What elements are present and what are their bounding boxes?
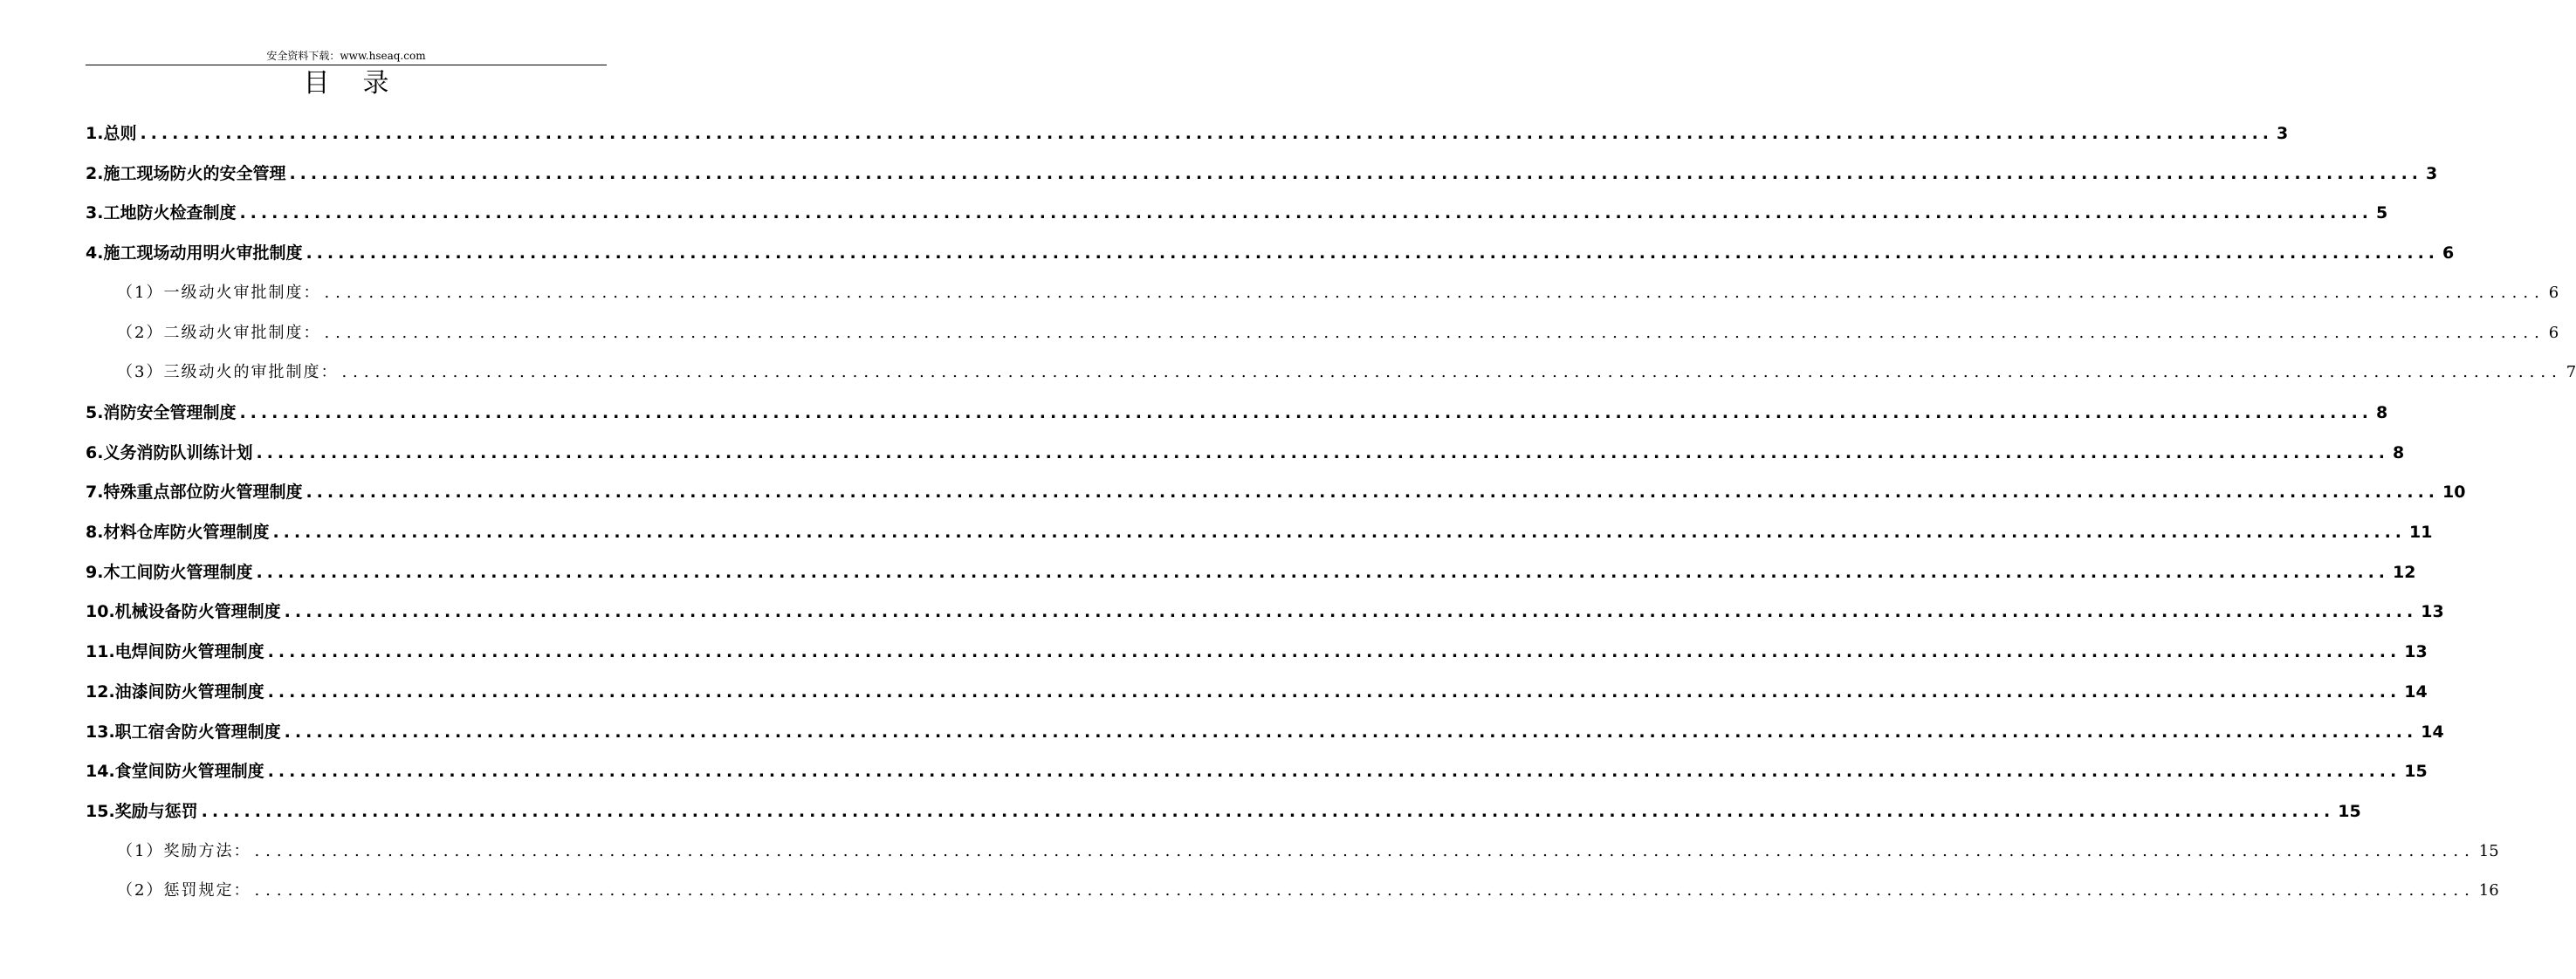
toc-dot-leader: ........................................................................................................................................................................................................ <box>256 562 2390 582</box>
toc-entry-label: 11.电焊间防火管理制度 <box>86 642 264 662</box>
toc-entry-label: 4.施工现场动用明火审批制度 <box>86 243 303 264</box>
toc-entry-label: 1.总则 <box>86 124 137 143</box>
toc-dot-leader: ........................................................................................................................................................................................................ <box>239 402 2373 422</box>
toc-entry-page-number: 10 <box>2442 483 2466 503</box>
toc-entry-label: 2.施工现场防火的安全管理 <box>86 163 286 183</box>
toc-entry[interactable] <box>117 280 2559 306</box>
toc-entry[interactable] <box>117 320 2559 346</box>
toc-entry[interactable] <box>86 719 2444 745</box>
toc-entry[interactable] <box>86 200 2388 226</box>
toc-entry[interactable] <box>86 120 2289 147</box>
toc-entry-label: 9.木工间防火管理制度 <box>86 562 253 582</box>
toc-dot-leader: ........................................................................................................................................................................................................ <box>201 801 2335 821</box>
toc-entry[interactable] <box>86 440 2405 466</box>
toc-entry[interactable] <box>117 839 2499 865</box>
toc-entry-label: 5.消防安全管理制度 <box>86 402 237 422</box>
toc-entry[interactable] <box>86 519 2433 545</box>
toc-entry-page-number: 8 <box>2393 442 2405 462</box>
toc-dot-leader: ........................................................................................................................................................................................................ <box>140 124 2274 143</box>
toc-entry-page-number: 8 <box>2376 402 2388 422</box>
toc-entry[interactable] <box>86 240 2455 266</box>
toc-entry[interactable] <box>117 359 2576 386</box>
toc-entry-page-number: 12 <box>2393 562 2416 582</box>
toc-entry[interactable] <box>86 679 2428 705</box>
toc-entry-label: 8.材料仓库防火管理制度 <box>86 523 270 542</box>
toc-dot-leader: ........................................................................................................................................................................................................ <box>267 681 2401 702</box>
toc-entry-page-number: 15 <box>2338 801 2361 821</box>
toc-entry-page-number: 14 <box>2404 681 2428 702</box>
toc-entry[interactable] <box>86 479 2466 505</box>
page-header: 安全资料下载：www.hseaq.com <box>266 50 426 62</box>
toc-entry[interactable] <box>86 400 2388 426</box>
toc-entry-page-number: 3 <box>2426 163 2438 183</box>
toc-dot-leader: ........................................................................................................................................................................................................ <box>239 203 2373 223</box>
toc-dot-leader: ........................................................................................................................................................................................................ <box>256 442 2390 462</box>
toc-entry-page-number: 13 <box>2421 602 2444 622</box>
toc-entry-label: 3.工地防火检查制度 <box>86 203 237 223</box>
toc-dot-leader: ........................................................................................................................................................................................................ <box>324 323 2545 342</box>
toc-dot-leader: ........................................................................................................................................................................................................ <box>267 642 2401 662</box>
toc-entry-label: 15.奖励与惩罚 <box>86 801 198 821</box>
toc-entry-page-number: 5 <box>2376 203 2388 223</box>
toc-dot-leader: ........................................................................................................................................................................................................ <box>306 483 2440 503</box>
toc-entry[interactable] <box>86 559 2416 585</box>
toc-entry-page-number: 6 <box>2548 283 2559 302</box>
toc-entry-page-number: 3 <box>2277 124 2289 143</box>
toc-entry-label: 14.食堂间防火管理制度 <box>86 762 264 782</box>
toc-entry[interactable] <box>117 878 2499 904</box>
toc-dot-leader: ........................................................................................................................................................................................................ <box>267 762 2401 782</box>
toc-dot-leader: ........................................................................................................................................................................................................ <box>324 283 2545 302</box>
toc-dot-leader: ........................................................................................................................................................................................................ <box>289 163 2423 183</box>
toc-entry[interactable] <box>86 798 2361 825</box>
toc-entry[interactable] <box>86 758 2428 784</box>
toc-entry[interactable] <box>86 599 2444 625</box>
toc-dot-leader: ........................................................................................................................................................................................................ <box>272 523 2407 542</box>
toc-dot-leader: ........................................................................................................................................................................................................ <box>284 602 2418 622</box>
toc-entry-label: （2）二级动火审批制度： <box>117 323 321 342</box>
toc-dot-leader: ........................................................................................................................................................................................................ <box>341 363 2563 382</box>
toc-entry-label: 7.特殊重点部位防火管理制度 <box>86 483 303 503</box>
toc-entry-page-number: 15 <box>2404 762 2428 782</box>
toc-entry-page-number: 16 <box>2478 881 2499 900</box>
toc-entry-label: 13.职工宿舍防火管理制度 <box>86 722 281 742</box>
toc-entry-label: 6.义务消防队训练计划 <box>86 442 253 462</box>
toc-dot-leader: ........................................................................................................................................................................................................ <box>306 243 2440 264</box>
toc-entry-label: （1）一级动火审批制度： <box>117 283 321 302</box>
toc-dot-leader: ........................................................................................................................................................................................................ <box>254 881 2476 900</box>
toc-dot-leader: ........................................................................................................................................................................................................ <box>284 722 2418 742</box>
toc-entry-page-number: 6 <box>2548 323 2559 342</box>
toc-entry[interactable] <box>86 161 2438 187</box>
toc-entry-label: （3）三级动火的审批制度： <box>117 363 339 382</box>
toc-entry-page-number: 13 <box>2404 642 2428 662</box>
toc-entry-label: （1）奖励方法： <box>117 841 251 860</box>
toc-entry-label: 10.机械设备防火管理制度 <box>86 602 281 622</box>
toc-entry-page-number: 7 <box>2566 363 2576 382</box>
toc-dot-leader: ........................................................................................................................................................................................................ <box>254 841 2476 860</box>
toc-entry-page-number: 6 <box>2442 243 2455 264</box>
toc-entry-page-number: 14 <box>2421 722 2444 742</box>
toc-entry[interactable] <box>86 639 2428 665</box>
toc-entry-page-number: 11 <box>2409 523 2433 542</box>
toc-entry-label: 12.油漆间防火管理制度 <box>86 681 264 702</box>
page-title: 目录 <box>303 68 422 99</box>
toc-entry-page-number: 15 <box>2478 841 2499 860</box>
toc-entry-label: （2）惩罚规定： <box>117 881 251 900</box>
